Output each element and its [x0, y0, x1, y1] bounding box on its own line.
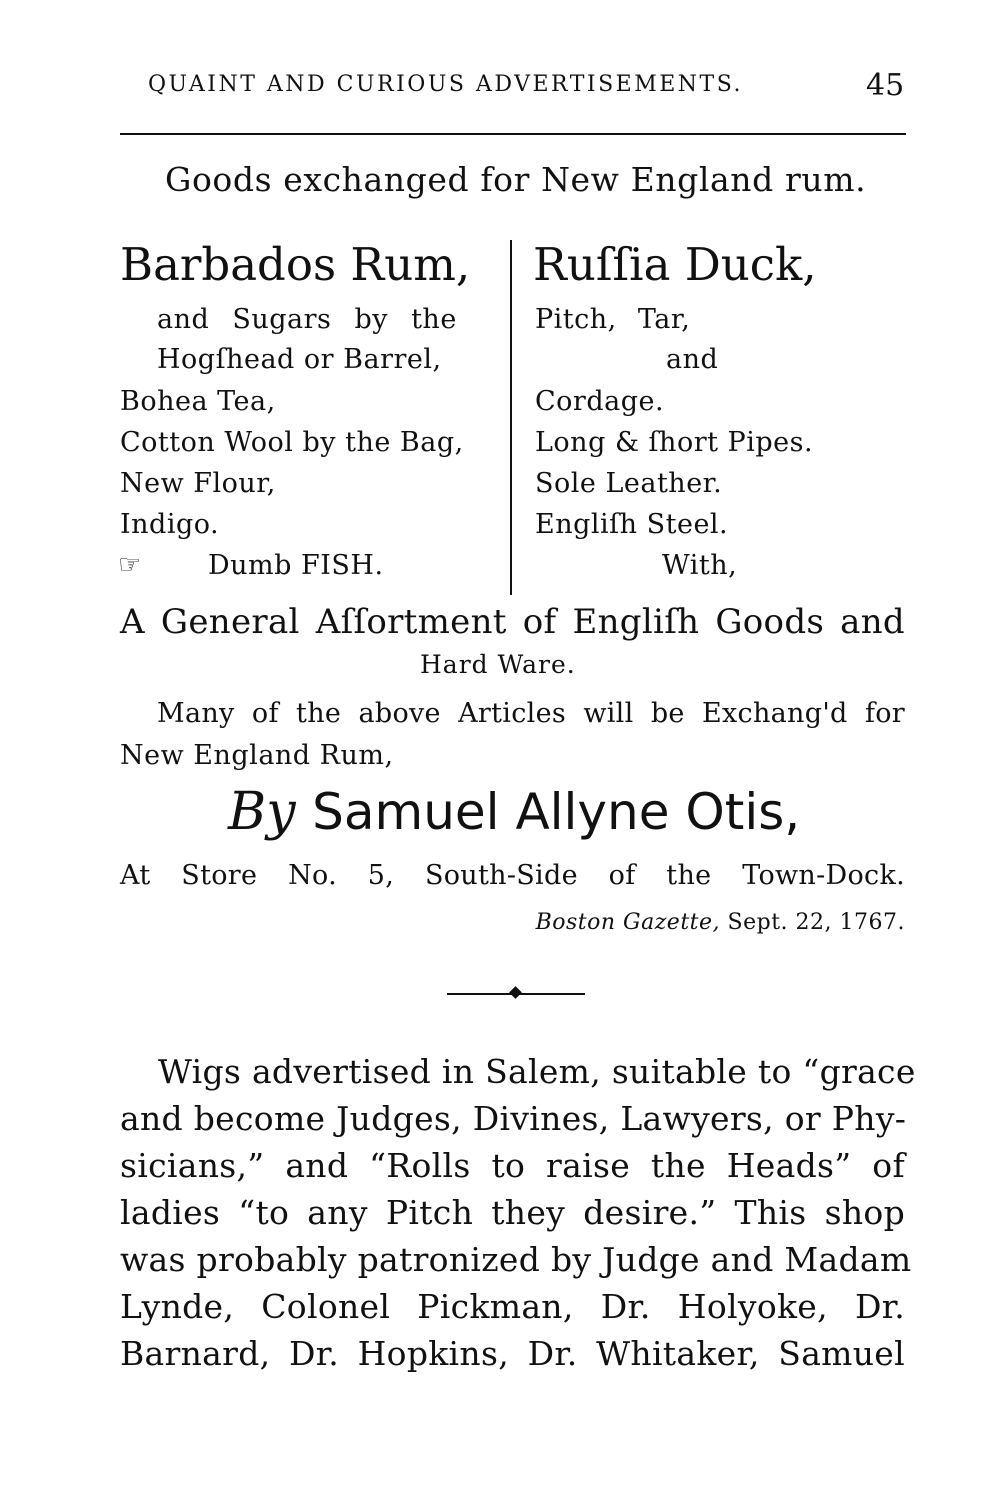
- left-title: Barbados Rum,: [120, 238, 471, 291]
- right-title: Ruſſia Duck,: [533, 238, 817, 291]
- right-item: Sole Leather.: [535, 468, 723, 499]
- right-item: and: [666, 344, 719, 375]
- left-item: Dumb FISH.: [208, 550, 384, 581]
- right-item: Long & ſhort Pipes.: [535, 427, 814, 458]
- left-item: Indigo.: [120, 509, 220, 540]
- paragraph-line: ladies “to any Pitch they desire.” This shop: [120, 1193, 905, 1232]
- pointing-hand-icon: ☞: [118, 550, 142, 580]
- header-rule: [120, 133, 906, 135]
- merchant-name-line: [228, 782, 800, 842]
- hard-ware: Hard Ware.: [420, 650, 576, 679]
- column-divider: [510, 240, 512, 595]
- right-item: With,: [662, 550, 738, 581]
- left-item: New Flour,: [120, 468, 276, 499]
- source-citation: [536, 910, 905, 935]
- running-title: QUAINT AND CURIOUS ADVERTISEMENTS.: [148, 72, 743, 97]
- paragraph-line: Lynde, Colonel Pickman, Dr. Holyoke, Dr.: [120, 1287, 905, 1326]
- paragraph-line: Barnard, Dr. Hopkins, Dr. Whitaker, Samuel: [120, 1334, 905, 1373]
- intro-line: Goods exchanged for New England rum.: [165, 160, 867, 199]
- left-item: Hogſhead or Barrel,: [157, 344, 442, 375]
- paragraph-line: Wigs advertised in Salem, suitable to “grace: [158, 1052, 916, 1091]
- page-number: 45: [866, 68, 905, 103]
- many-articles-line: New England Rum,: [120, 740, 394, 771]
- store-address: At Store No. 5, South-Side of the Town-Dock.: [120, 860, 905, 891]
- paragraph-line: and become Judges, Divines, Lawyers, or Phy-: [120, 1099, 907, 1138]
- ornament-diamond: [509, 986, 522, 999]
- paragraph-line: was probably patronized by Judge and Madam: [120, 1240, 912, 1279]
- left-item: and Sugars by the: [157, 304, 457, 335]
- paragraph-line: sicians,” and “Rolls to raise the Heads” of: [120, 1146, 905, 1185]
- general-assortment: A General Aſſortment of Engliſh Goods and: [120, 602, 905, 642]
- many-articles-line: Many of the above Articles will be Exchang'd for: [157, 698, 905, 729]
- right-item: Cordage.: [535, 386, 665, 417]
- left-item: Bohea Tea,: [120, 386, 276, 417]
- right-item: Pitch, Tar,: [535, 304, 691, 335]
- merchant-name: Samuel Allyne Otis,: [312, 783, 801, 841]
- right-item: Engliſh Steel.: [535, 509, 729, 540]
- source-newspaper: Boston Gazette,: [535, 910, 721, 935]
- by-label: By: [228, 782, 296, 842]
- source-date: Sept. 22, 1767.: [727, 910, 905, 935]
- left-item: Cotton Wool by the Bag,: [120, 427, 464, 458]
